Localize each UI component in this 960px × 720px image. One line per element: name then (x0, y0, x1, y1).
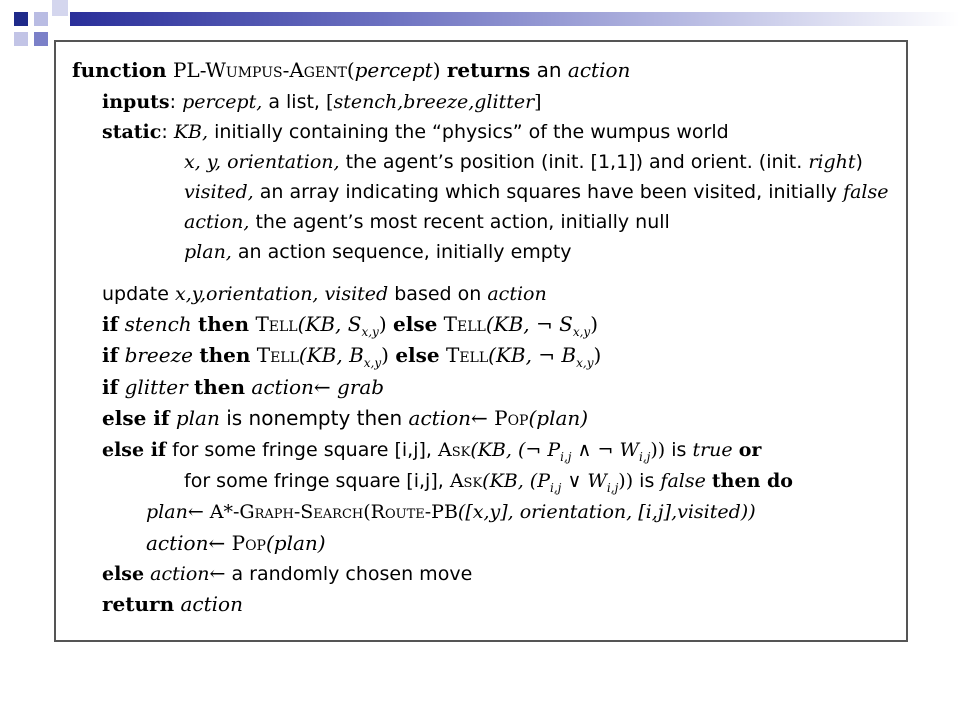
update-line: update x,y,orientation, visited based on action (102, 283, 547, 305)
deco-square-dark (14, 12, 28, 26)
algorithm-box (54, 40, 908, 642)
action-pop-line: action← Pop(plan) (146, 531, 326, 555)
function-name: PL-Wumpus-Agent (172, 58, 347, 82)
else-random-line: else action← a randomly chosen move (102, 563, 473, 585)
else-if-plan-line: else if plan is nonempty then action← Pop(plan) (102, 406, 589, 430)
deco-square-light (52, 0, 68, 16)
else-if-fringe-line: else if for some fringe square [i,j], Ask(KB, (¬ $P_{i,j}$ ∧ ¬ $W_{i,j}$)) is true or (102, 439, 762, 464)
static-var-visited: visited, an array indicating which squares have been visited, initially false (184, 181, 889, 203)
static-var-position: x, y, orientation, the agent’s position (init. [1,1]) and orient. (init. right) (184, 151, 863, 173)
header-bar (70, 12, 960, 26)
deco-square-light (34, 12, 48, 26)
if-breeze-line: if breeze then Tell(KB, $B_{x,y}$) else Tell(KB, ¬ $B_{x,y}$) (102, 343, 602, 370)
plan-assign-line: plan← A*-Graph-Search(Route-PB([x,y], orientation, [i,j],visited)) (146, 501, 756, 523)
if-glitter-line: if glitter then action← grab (102, 375, 385, 399)
fringe-condition-line: for some fringe square [i,j], Ask(KB, ($P_{i,j}$ ∨ $W_{i,j}$)) is false then do (184, 470, 793, 495)
deco-square-mid (34, 32, 48, 46)
return-line: return action (102, 592, 243, 616)
static-line: static: KB, initially containing the “physics” of the wumpus world (102, 121, 729, 143)
static-var-action: action, the agent’s most recent action, initially null (184, 211, 670, 233)
deco-square-light (14, 32, 28, 46)
if-stench-line: if stench then Tell(KB, $S_{x,y}$) else Tell(KB, ¬ $S_{x,y}$) (102, 312, 598, 339)
static-var-plan: plan, an action sequence, initially empty (184, 241, 572, 263)
inputs-line: inputs: percept, a list, [stench,breeze,glitter] (102, 91, 542, 113)
keyword-function: function (72, 58, 167, 82)
algorithm-header-line: function PL-Wumpus-Agent(percept) returns an action (72, 58, 631, 82)
